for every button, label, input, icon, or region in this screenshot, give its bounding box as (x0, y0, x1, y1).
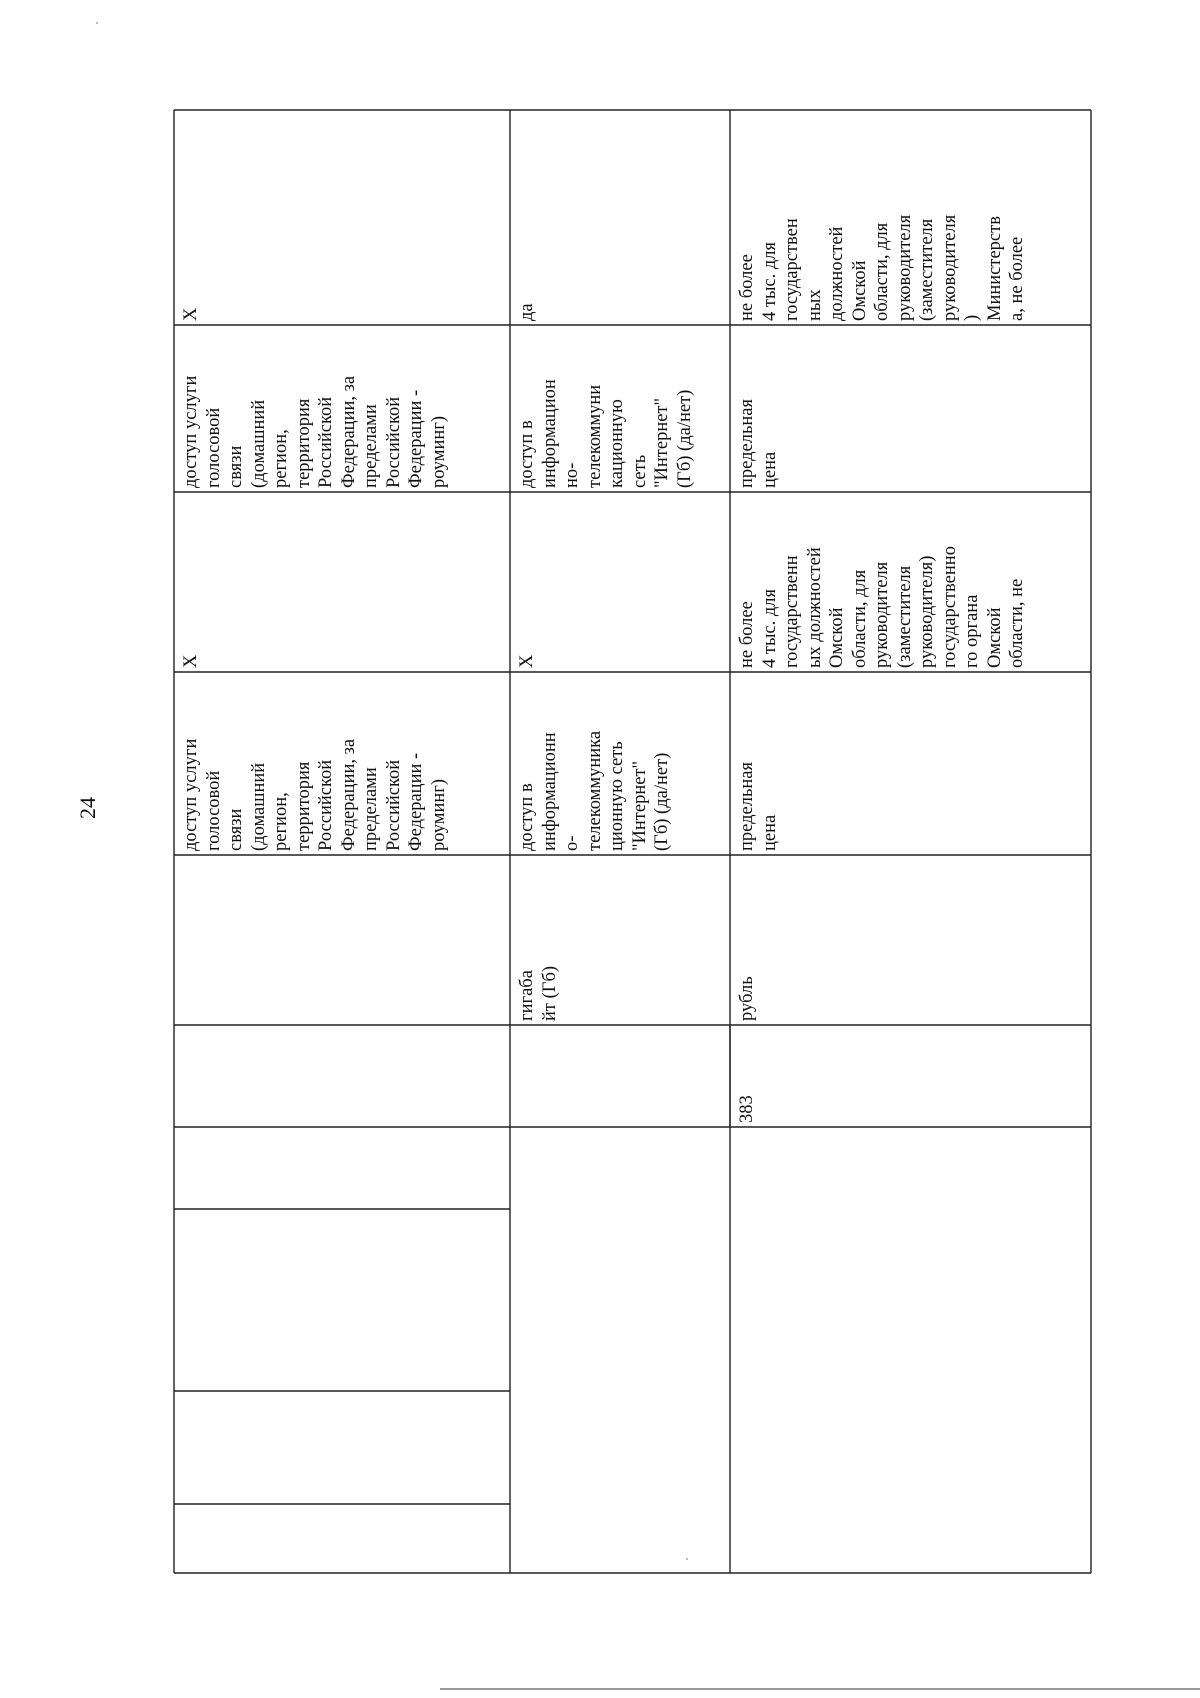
cell-text: предельная цена (737, 761, 780, 851)
cell-text: рубль (737, 976, 757, 1021)
table-cell (510, 492, 730, 672)
cell-text (174, 1025, 510, 1127)
table-cell (174, 1025, 510, 1127)
table-cell (730, 110, 1091, 325)
table-cell (510, 325, 730, 492)
cell-text: доступ услуги голосовой связи (домашний регион, территория Российской Федерации, за пределами Российской Федерации - роуминг) (181, 375, 449, 488)
cell-text (174, 855, 510, 1025)
table-cell (174, 492, 510, 672)
cell-text: да (517, 303, 537, 321)
cell-text: 383 (737, 1095, 757, 1123)
table-cell (510, 110, 730, 325)
page-number: 24 (75, 797, 100, 819)
table-cell (510, 855, 730, 1025)
table-cell (730, 492, 1091, 672)
scan-speck (686, 1558, 688, 1560)
cell-text: доступ в информацион но- телекоммуни кационную сеть "Интернет" (Гб) (да/нет) (517, 379, 695, 488)
cell-text: X (181, 654, 201, 668)
table-cell (174, 855, 510, 1025)
cell-text: гигаба йт (Гб) (517, 965, 560, 1021)
cell-text: X (181, 307, 201, 321)
table-cell (730, 855, 1091, 1025)
table-cell (730, 672, 1091, 855)
scan-bottom-edge (440, 1688, 1200, 1690)
table-cell (174, 325, 510, 492)
table-cell (510, 1025, 730, 1127)
table-cell (730, 1025, 1091, 1127)
table-cell (174, 672, 510, 855)
cell-text: предельная цена (737, 398, 780, 488)
cell-text: не более 4 тыс. для государственн ых должностей Омской области, для руководителя (заместителя руководителя) государственно го органа Омской области, не (737, 546, 1027, 668)
table-cell (730, 325, 1091, 492)
cell-text: доступ в информационн о- телекоммуника ционную сеть "Интернет" (Гб) (да/нет) (517, 730, 672, 851)
cell-text: X (517, 654, 537, 668)
cell-text (510, 1025, 730, 1127)
cell-text: доступ услуги голосовой связи (домашний регион, территория Российской Федерации, за пределами Российской Федерации - роуминг) (181, 738, 449, 851)
table-cell (510, 672, 730, 855)
scan-speck (96, 22, 98, 24)
table-cell (174, 110, 510, 325)
cell-text: не более 4 тыс. для государствен ных должностей Омской области, для руководителя (заместителя руководителя ) Министерств а, не более (737, 214, 1027, 321)
